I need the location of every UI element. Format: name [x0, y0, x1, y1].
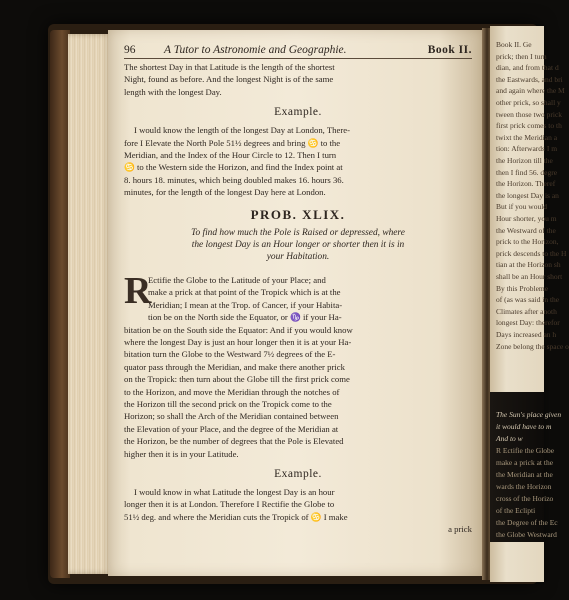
- text-line: longer then it is at London. Therefore I Rectifie the Globe to: [124, 499, 335, 510]
- text-line: I would know in what Latitude the longest Day is an hour: [134, 486, 335, 497]
- text-line: ♋ to the Western side the Horizon, and find the Index point at: [124, 162, 343, 173]
- facing-page-line: the Horizon. Theref: [496, 179, 556, 189]
- example-paragraph: [124, 124, 472, 198]
- facing-page-line: the longest Day is an: [496, 190, 559, 200]
- facing-page: [490, 26, 569, 582]
- text-line: the Elevation of your Place, and the degree of the Meridian at: [124, 423, 339, 434]
- text-line: minutes, for the length of the longest Day here at London.: [124, 187, 326, 198]
- facing-page-line: other prick, so shall y: [496, 98, 561, 107]
- facing-page-line: Book II. Ge: [496, 40, 532, 49]
- facing-page-line: of (as was said in the: [496, 295, 560, 305]
- problem-heading: PROB. XLIX.: [250, 206, 346, 222]
- facing-page-line: the Eastwards, and bri: [496, 74, 563, 84]
- facing-page-line: dian, and from that d: [496, 63, 559, 73]
- facing-page-line: tian at the Horizon sh: [496, 260, 561, 270]
- facing-page-line: the Westward of the: [496, 225, 556, 235]
- facing-page-line: of the Eclipti: [496, 506, 536, 515]
- text-line: fore I Elevate the North Pole 51½ degrees and bring ♋ to the: [124, 137, 341, 148]
- facing-page-line: first prick comes to th: [496, 121, 562, 131]
- text-line: 51½ deg. and where the Meridian cuts the Tropick of ♋ I make: [124, 511, 348, 522]
- catchword: a prick: [448, 524, 472, 535]
- text-line: Meridian, and the Index of the Hour Circle to 12. Then I turn: [124, 150, 337, 161]
- facing-page-line: Zone belong the space o: [496, 341, 569, 351]
- text-line: I would know the length of the longest Day at London, There-: [134, 125, 351, 136]
- text-line: bitation turn the Globe to the Westward 7½ degrees of the E-: [124, 349, 336, 360]
- text-line: To find how much the Pole is Raised or depressed, where: [191, 227, 405, 238]
- text-line: Ectifie the Globe to the Latitude of your Place; and: [148, 274, 326, 285]
- body-lines: [124, 324, 472, 460]
- text-line: bitation be on the South side the Equator: And if you would know: [124, 324, 353, 335]
- text-line: Horizon; so shall the Arch of the Meridian contained between: [124, 411, 339, 422]
- text-line: quator pass through the Meridian, and make there another prick: [124, 361, 345, 372]
- text-line: make a prick at that point of the Tropick which is at the: [148, 287, 341, 298]
- text-line: on the Tropick: then turn about the Globe till the first prick come: [124, 374, 350, 385]
- page-content: [124, 44, 472, 534]
- facing-page-line: tween those two prick: [496, 109, 563, 119]
- facing-page-line: prick to the Horizon,: [496, 237, 559, 247]
- facing-page-line: The Sun's place given: [496, 410, 562, 419]
- example-heading: Example.: [274, 467, 322, 480]
- book-label: Book II.: [427, 44, 472, 56]
- facing-page-line: the Globe Westward: [496, 530, 557, 539]
- text-line: tion be on the North side the Equator, or ♑ if your Ha-: [148, 312, 342, 323]
- facing-page-line: then I find 56. degre: [496, 167, 558, 177]
- facing-page-line: R Ectifie the Globe: [496, 446, 555, 455]
- page-number: 96: [124, 44, 136, 56]
- facing-page-line: prick; then I turn: [496, 51, 547, 61]
- opening-paragraph: [124, 61, 472, 98]
- facing-page-line: Days increased an h: [496, 330, 557, 339]
- facing-page-line: By this Probleme: [496, 283, 549, 293]
- problem-body: [124, 269, 472, 460]
- example-heading: Example.: [274, 106, 322, 119]
- facing-page-line: cross of the Horizo: [496, 494, 554, 503]
- text-line: higher then it is in your Latitude.: [124, 448, 239, 459]
- text-line: 8. hours 18. minutes, which being doubled makes 16. hours 36.: [124, 174, 344, 185]
- facing-page-line: make a prick at the: [496, 458, 554, 467]
- text-line: where the longest Day is just an hour longer then it is at your Ha-: [124, 336, 352, 347]
- facing-page-line: Climates after anoth: [496, 306, 557, 316]
- indented-lines: [124, 269, 472, 324]
- facing-page-line: and again where the M: [496, 86, 565, 96]
- facing-page-line: But if you would: [496, 202, 548, 212]
- facing-page-line: twixt the Meridian a: [496, 132, 558, 142]
- running-head: [124, 44, 472, 59]
- facing-page-line: wards the Horizon: [496, 482, 552, 491]
- facing-page-line: Hour shorter, you m: [496, 214, 557, 223]
- text-line: Meridian; I mean at the Trop. of Cancer, if your Habita-: [148, 299, 343, 310]
- text-line: the Horizon till the second prick on the Tropick come to the: [124, 398, 332, 409]
- text-line: to the Horizon, and move the Meridian through the notches of: [124, 386, 340, 397]
- facing-page-line: the Meridian at the: [496, 470, 553, 479]
- problem-title: [124, 227, 472, 264]
- text-line: length with the longest Day.: [124, 86, 222, 97]
- facing-page-line: the Horizon till the: [496, 156, 553, 165]
- running-title: A Tutor to Astronomie and Geographie.: [164, 44, 347, 56]
- book-cover-edge: [50, 30, 70, 578]
- facing-page-line: it would have to m: [496, 422, 552, 431]
- example-paragraph: [124, 486, 472, 523]
- text-line: the longest Day is an Hour longer or shorter then it is in: [191, 240, 405, 251]
- drop-cap: R: [124, 269, 152, 312]
- text-line: the Horizon, be the number of degrees that the Pole is Elevated: [124, 436, 344, 447]
- facing-page-line: And to w: [496, 434, 523, 443]
- facing-page-line: shall be an Hour short: [496, 272, 563, 281]
- text-line: Night, found as before. And the longest Night is of the same: [124, 74, 334, 85]
- facing-page-line: tion: Afterwards I m: [496, 144, 558, 154]
- text-line: your Habitation.: [266, 252, 330, 263]
- facing-page-line: prick descends to the H: [496, 248, 567, 258]
- facing-page-line: longest Day: therefor: [496, 318, 560, 328]
- facing-page-line: the Degree of the Ec: [496, 518, 558, 527]
- page-edges: [68, 34, 112, 574]
- text-line: The shortest Day in that Latitude is the length of the shortest: [124, 62, 335, 72]
